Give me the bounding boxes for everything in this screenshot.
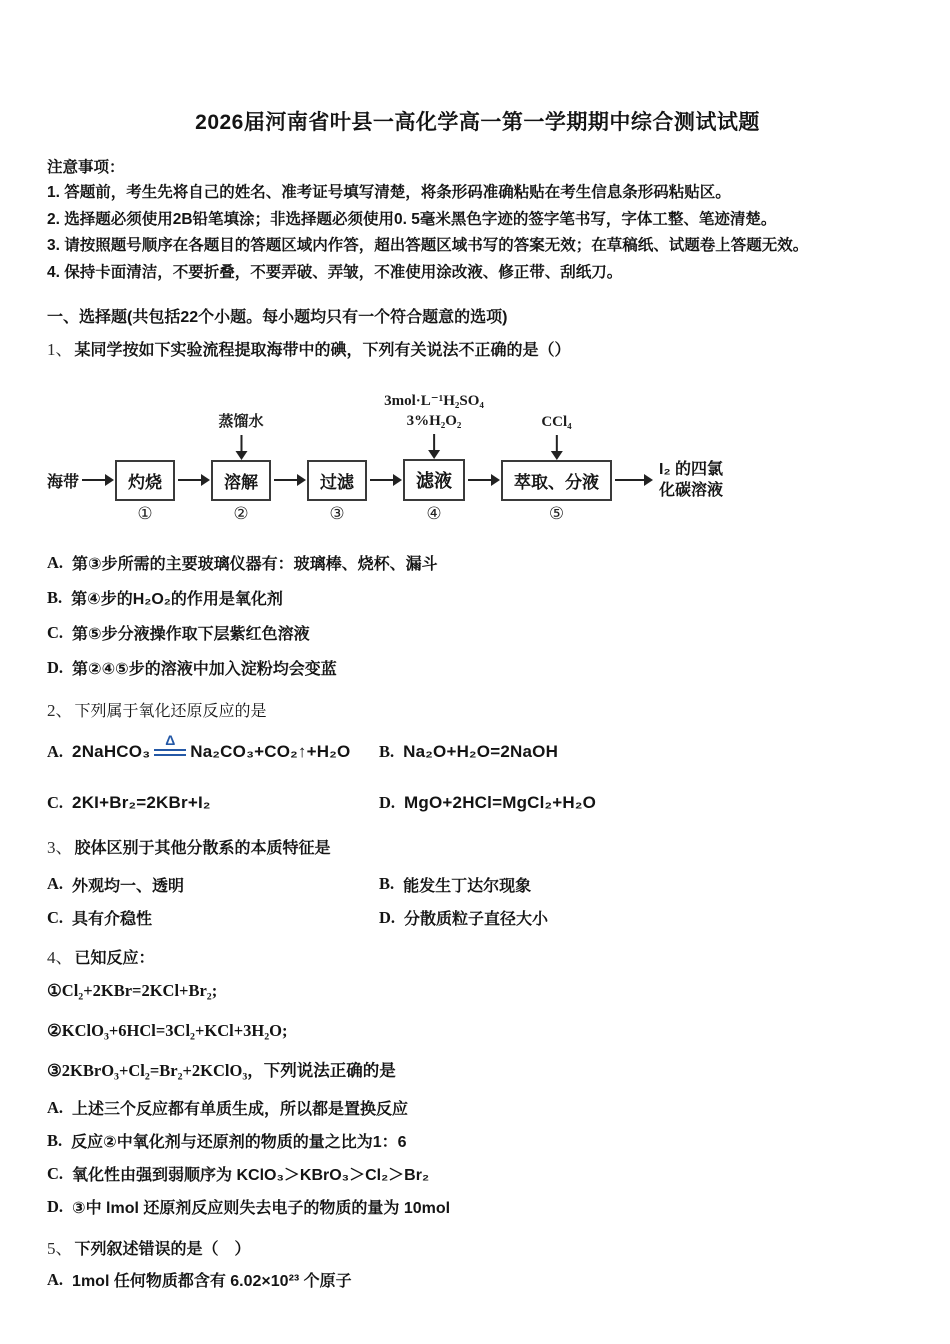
question-1-number: 1、 bbox=[47, 340, 73, 359]
q4-option-b: B. 反应②中氧化剂与还原剂的物质的量之比为1：6 bbox=[47, 1130, 407, 1151]
flow-step-2-number: ② bbox=[233, 503, 249, 523]
flow-box-extract-separate: 萃取、分液 bbox=[501, 460, 612, 501]
question-3-options bbox=[47, 861, 908, 934]
section-heading: 一、选择题(共包括22个小题。每小题均只有一个符合题意的选项) bbox=[47, 309, 508, 326]
flow-step-4-reagents: 3mol·L⁻¹H₂SO₄ 3%H₂O₂ bbox=[384, 391, 484, 459]
flow-end-label: I₂ 的四氯 化碳溶液 bbox=[659, 461, 724, 499]
flow-right-arrow bbox=[178, 479, 208, 481]
flow-right-arrow bbox=[468, 479, 498, 481]
flow-step-4 bbox=[384, 393, 484, 523]
question-1-options bbox=[47, 545, 908, 685]
q1-option-c: C. 第⑤步分液操作取下层紫红色溶液 bbox=[47, 622, 310, 643]
flow-step-1-number: ① bbox=[137, 503, 153, 523]
double-equals-line bbox=[154, 749, 186, 756]
question-5-stem: 5、 下列叙述错误的是（ ） bbox=[47, 1239, 251, 1258]
question-1-stem: 1、 某同学按如下实验流程提取海带中的碘，下列有关说法不正确的是（） bbox=[47, 340, 571, 359]
q2-option-a: A. 2NaHCO₃ Δ Na₂CO₃+CO₂↑+H₂O bbox=[47, 732, 351, 761]
q4-option-c: C. 氧化性由强到弱顺序为 KClO₃＞KBrO₃＞Cl₂＞Br₂ bbox=[47, 1163, 430, 1184]
flow-step-3-number: ③ bbox=[329, 503, 345, 523]
page-title: 2026届河南省叶县一高化学高一第一学期期中综合测试试题 bbox=[195, 111, 760, 134]
flow-right-arrow bbox=[615, 479, 651, 481]
q4-equation-1: ①Cl₂+2KBr=2KCl+Br₂; bbox=[47, 981, 218, 1000]
flow-step-5-number: ⑤ bbox=[548, 503, 565, 523]
question-3-number: 3、 bbox=[47, 838, 73, 857]
flow-right-arrow bbox=[370, 479, 400, 481]
q2-option-c: C. 2KI+Br₂=2KBr+I₂ bbox=[47, 793, 211, 812]
flow-down-arrow bbox=[433, 434, 435, 451]
flow-box-roasting: 灼烧 bbox=[115, 460, 175, 501]
question-4-number: 4、 bbox=[47, 948, 73, 967]
flow-step-5-reagent: CCl₄ bbox=[541, 412, 571, 460]
q3-option-c: C. 具有介稳性 bbox=[47, 907, 153, 928]
flow-right-arrow bbox=[274, 479, 304, 481]
note-item-3: 3. 请按照题号顺序在各题目的答题区域内作答，超出答题区域书写的答案无效；在草稿纸、试题卷上答题无效。 bbox=[47, 237, 809, 254]
question-4-stem: 4、 已知反应： bbox=[47, 948, 155, 967]
flow-start-label: 海带 bbox=[47, 473, 80, 491]
q3-option-b: B. 能发生丁达尔现象 bbox=[379, 874, 532, 895]
flow-down-arrow bbox=[240, 435, 242, 452]
flow-step-4-number: ④ bbox=[426, 504, 442, 523]
note-item-4: 4. 保持卡面清洁，不要折叠，不要弄破、弄皱，不准使用涂改液、修正带、刮纸刀。 bbox=[47, 263, 623, 281]
q4-equation-2: ②KClO₃+6HCl=3Cl₂+KCl+3H₂O; bbox=[47, 1021, 288, 1040]
question-2-number: 2、 bbox=[47, 701, 73, 720]
q4-option-a: A. 上述三个反应都有单质生成，所以都是置换反应 bbox=[47, 1097, 409, 1118]
note-item-1: 1. 答题前，考生先将自己的姓名、准考证号填写清楚，将条形码准确粘贴在考生信息条形码粘贴区。 bbox=[47, 184, 731, 201]
notes-heading: 注意事项： bbox=[47, 159, 125, 176]
delta-over-equals: Δ bbox=[154, 734, 186, 756]
q1-option-a: A. 第③步所需的主要玻璃仪器有：玻璃棒、烧杯、漏斗 bbox=[47, 552, 438, 573]
question-2-stem: 2、 下列属于氧化还原反应的是 bbox=[47, 701, 267, 720]
flow-step-5 bbox=[501, 413, 612, 523]
q2-option-b: B. Na₂O+H₂O=2NaOH bbox=[379, 742, 559, 761]
q4-equation-3: ③2KBrO₃+Cl₂=Br₂+2KClO₃，下列说法正确的是 bbox=[47, 1061, 396, 1080]
flow-box-dissolve: 溶解 bbox=[211, 460, 271, 501]
notes-section bbox=[47, 156, 908, 286]
question-2-options bbox=[47, 724, 908, 826]
flow-box-filtrate: 滤液 bbox=[403, 459, 465, 501]
flow-right-arrow bbox=[82, 479, 112, 481]
question-4-equations bbox=[47, 971, 908, 1091]
flow-step-2 bbox=[211, 413, 271, 523]
q1-flow-diagram bbox=[47, 393, 908, 523]
q1-option-d: D. 第②④⑤步的溶液中加入淀粉均会变蓝 bbox=[47, 657, 337, 678]
flow-down-arrow bbox=[556, 435, 558, 452]
q2-option-d: D. MgO+2HCl=MgCl₂+H₂O bbox=[379, 793, 597, 812]
q3-option-d: D. 分散质粒子直径大小 bbox=[379, 907, 549, 928]
question-3-stem: 3、 胶体区别于其他分散系的本质特征是 bbox=[47, 838, 331, 857]
q3-option-a: A. 外观均一、透明 bbox=[47, 874, 185, 895]
q5-option-a: A. 1mol 任何物质都含有 6.02×10²³ 个原子 bbox=[47, 1269, 352, 1290]
q4-option-d: D. ③中 lmol 还原剂反应则失去电子的物质的量为 10mol bbox=[47, 1196, 451, 1217]
flow-step-1 bbox=[115, 460, 175, 523]
flow-box-filter: 过滤 bbox=[307, 460, 367, 501]
question-4-options bbox=[47, 1091, 908, 1223]
question-5-number: 5、 bbox=[47, 1239, 73, 1258]
flow-step-2-reagent: 蒸馏水 bbox=[219, 412, 264, 460]
q1-option-b: B. 第④步的H₂O₂的作用是氧化剂 bbox=[47, 587, 283, 608]
flow-step-3 bbox=[307, 460, 367, 523]
note-item-2: 2. 选择题必须使用2B铅笔填涂；非选择题必须使用0. 5毫米黑色字迹的签字笔书写，字体工整、笔迹清楚。 bbox=[47, 210, 777, 228]
